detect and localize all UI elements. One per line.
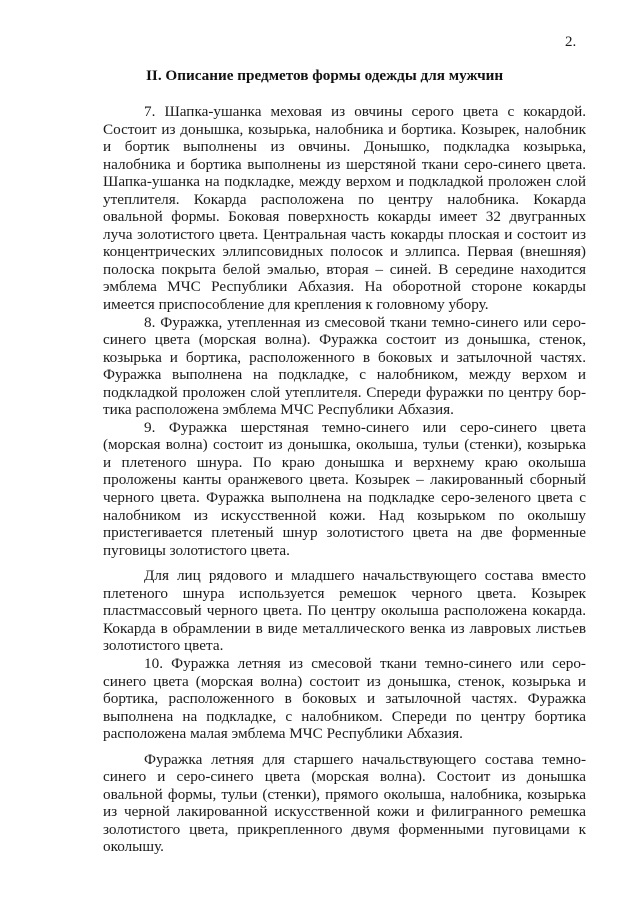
paragraph-junior-staff-note: Для лиц рядового и младшего начальствующего состава вместо плетеного шнура используется ремешок черного цвета. Козырек пластмассовый черного цвета. По центру околыша расположена кокарда. Кокарда в обрамлении в виде металлического венка из лавровых листьев золотистого цвета. — [103, 567, 586, 655]
paragraph-item-7-winter-hat: 7. Шапка-ушанка меховая из овчины серого цвета с кокардой. Состоит из донышка, козырька, налобника и бортика. Козырек, налобник и бортик выполнены из овчины. Донышко, подкладка козырька, налобника и бортика выполнены из шерстяной ткани серо-синего цвета. Шапка-ушанка на подкладке, между верхом и подкладкой проложен слой утеплителя. Кокарда расположена по центру налобника. Кокарда овальной формы. Боковая поверхность кокарды имеет 32 двугранных луча золотистого цвета. Центральная часть кокарды плоская и состоит из концентрических эллипсовидных полосок и эллипса. Первая (внешняя) полоска покрыта белой эмалью, вторая – синей. В середине находится эмблема МЧС Республики Абхазия. На оборотной стороне кокарды имеется приспособление для крепления к головному убору. — [103, 103, 586, 314]
document-body — [103, 103, 586, 856]
paragraph-senior-staff-summer-cap: Фуражка летняя для старшего начальствующего состава темно-синего и серо-синего цвета (морская волна). Состоит из донышка овальной формы, тульи (стенки), прямого околыша, налобника, козырька из черной лакированной искусственной кожи и филигранного ремешка золотистого цвета, прикрепленного двумя форменными пуговицами к околышу. — [103, 750, 586, 856]
paragraph-item-8-insulated-cap: 8. Фуражка, утепленная из смесовой ткани темно-синего или серо-синего цвета (морская волна). Фуражка состоит из донышка, стенок, козырька и бортика, расположенного в боковых и затылочной частях. Фуражка выполнена на подкладке, с налобником, между верхом и подкладкой проложен слой утеплителя. Спереди фуражки по центру бортика расположена эмблема МЧС Республики Абхазия. — [103, 313, 586, 419]
paragraph-item-10-summer-cap: 10. Фуражка летняя из смесовой ткани темно-синего или серо-синего цвета (морская волна) состоит из донышка, стенок, козырька и бортика, расположенного в боковых и затылочной частях. Фуражка выполнена на подкладке, с налобником. Спереди по центру бортика расположена малая эмблема МЧС Республики Абхазия. — [103, 654, 586, 743]
section-heading: II. Описание предметов формы одежды для мужчин — [146, 67, 504, 84]
paragraph-item-9-wool-cap: 9. Фуражка шерстяная темно-синего или серо-синего цвета (морская волна) состоит из донышка, околыша, тульи (стенки), козырька и плетеного шнура. По краю донышка и верхнему краю околыша проложены канты оранжевого цвета. Козырек – лакированный сборный черного цвета. Фуражка выполнена на подкладке серо-зеленого цвета с налобником из искусственной кожи. Над козырьком по околышу пристегивается плетеный шнур золотистого цвета на две форменные пуговицы золотистого цвета. — [103, 418, 586, 559]
page-number: 2. — [565, 34, 577, 50]
